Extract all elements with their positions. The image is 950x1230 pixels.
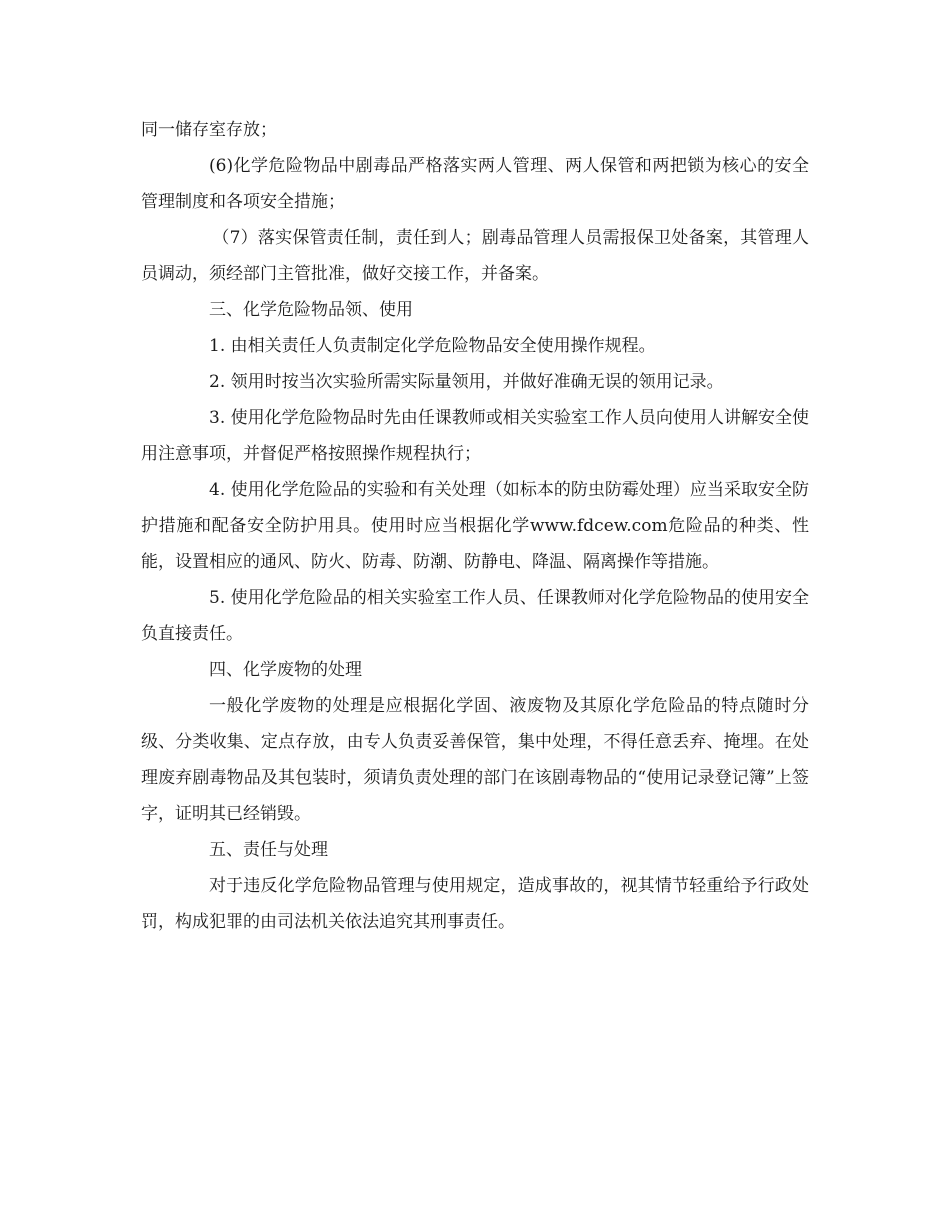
section-heading-5: 五、责任与处理 xyxy=(209,840,328,860)
paragraph-waste: 一般化学废物的处理是应根据化学固、液废物及其原化学危险品的特点随时分级、分类收集、定点存放，由专人负责妥善保管，集中处理，不得任意丢弃、掩埋。在处理废弃剧毒物品及其包装时，须请负责处理的部门在该剧毒物品的“使用记录登记簿”上签字，证明其已经销毁。 xyxy=(141,696,809,824)
paragraph-item-7: （7）落实保管责任制，责任到人；剧毒品管理人员需报保卫处备案，其管理人员调动，须经部门主管批准，做好交接工作，并备案。 xyxy=(141,228,809,284)
paragraph-continuation: 同一储存室存放； xyxy=(141,120,277,140)
paragraph-usage-1: 1. 由相关责任人负责制定化学危险物品安全使用操作规程。 xyxy=(209,336,656,356)
paragraph-usage-5: 5. 使用化学危险品的相关实验室工作人员、任课教师对化学危险物品的使用安全负直接责任。 xyxy=(141,588,809,644)
paragraph-usage-4: 4. 使用化学危险品的实验和有关处理（如标本的防虫防霉处理）应当采取安全防护措施和配备安全防护用具。使用时应当根据化学www.fdcew.com危险品的种类、性能，设置相应的通风、防火、防毒、防潮、防静电、降温、隔离操作等措施。 xyxy=(141,480,809,572)
paragraph-usage-2: 2. 领用时按当次实验所需实际量领用，并做好准确无误的领用记录。 xyxy=(209,372,724,392)
paragraph-usage-3: 3. 使用化学危险物品时先由任课教师或相关实验室工作人员向使用人讲解安全使用注意事项，并督促严格按照操作规程执行； xyxy=(141,408,809,464)
paragraph-item-6: (6)化学危险物品中剧毒品严格落实两人管理、两人保管和两把锁为核心的安全管理制度和各项安全措施； xyxy=(141,156,809,212)
document-body xyxy=(141,112,809,940)
paragraph-responsibility: 对于违反化学危险物品管理与使用规定，造成事故的，视其情节轻重给予行政处罚，构成犯罪的由司法机关依法追究其刑事责任。 xyxy=(141,876,809,932)
section-heading-3: 三、化学危险物品领、使用 xyxy=(209,300,413,320)
section-heading-4: 四、化学废物的处理 xyxy=(209,660,362,680)
